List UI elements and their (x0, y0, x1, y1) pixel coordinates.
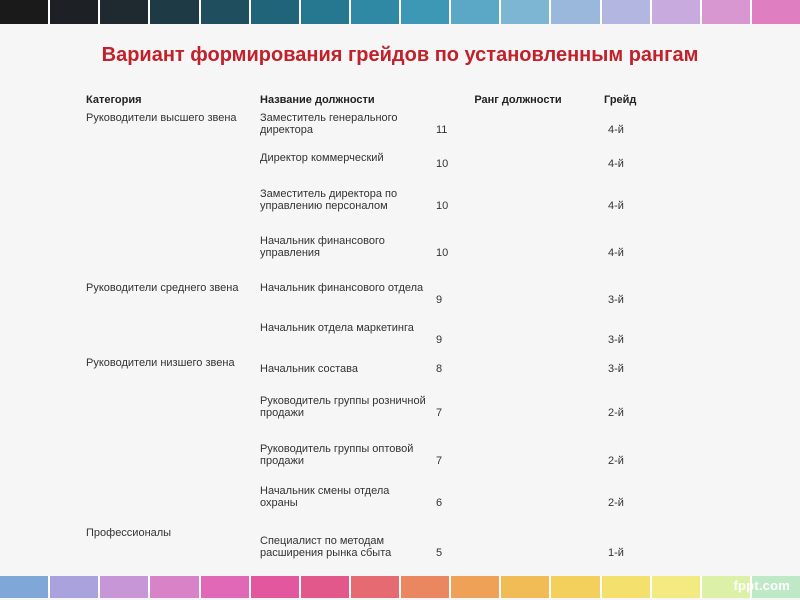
color-swatch (50, 576, 100, 598)
header-rank: Ранг должности (474, 94, 562, 106)
cell-position: Начальник отдела маркетинга (260, 322, 414, 334)
color-swatch (251, 0, 301, 24)
cell-grade: 4-й (608, 158, 624, 170)
color-swatch (100, 576, 150, 598)
color-swatch (50, 0, 100, 24)
grades-table (86, 84, 666, 571)
table-row (86, 112, 666, 152)
top-color-strip (0, 0, 800, 24)
color-swatch (301, 576, 351, 598)
cell-rank: 10 (436, 158, 449, 170)
header-category: Категория (86, 94, 142, 106)
cell-grade: 4-й (608, 200, 624, 212)
table-header-row (86, 84, 666, 112)
color-swatch (501, 0, 551, 24)
bottom-color-strip (0, 576, 800, 598)
cell-rank: 5 (436, 547, 443, 559)
table-row (86, 322, 666, 357)
cell-grade: 3-й (608, 363, 624, 375)
cell-position: Руководитель группы розничной продажи (260, 395, 426, 419)
cell-rank: 6 (436, 497, 443, 509)
cell-position: Заместитель директора по управлению персоналом (260, 188, 398, 212)
color-swatch (201, 576, 251, 598)
table-row (86, 395, 666, 443)
cell-position: Директор коммерческий (260, 152, 384, 164)
watermark-text: fppt.com (733, 578, 790, 593)
cell-rank: 9 (436, 294, 443, 306)
table-row (86, 188, 666, 235)
header-position: Название должности (260, 94, 375, 106)
color-swatch (0, 0, 50, 24)
cell-position: Заместитель генерального директора (260, 112, 398, 136)
table-row (86, 152, 666, 188)
color-swatch (100, 0, 150, 24)
cell-rank: 7 (436, 455, 443, 467)
color-swatch (602, 0, 652, 24)
color-swatch (201, 0, 251, 24)
table-row (86, 443, 666, 485)
table-row (86, 527, 666, 571)
cell-category: Профессионалы (86, 527, 172, 539)
color-swatch (150, 576, 200, 598)
color-swatch (301, 0, 351, 24)
cell-grade: 1-й (608, 547, 624, 559)
cell-rank: 11 (436, 124, 448, 136)
color-swatch (551, 576, 601, 598)
color-swatch (401, 0, 451, 24)
table-row (86, 282, 666, 322)
cell-grade: 2-й (608, 455, 624, 467)
cell-category: Руководители низшего звена (86, 357, 235, 369)
table-row (86, 357, 666, 395)
cell-category (86, 395, 260, 443)
table-row (86, 235, 666, 282)
color-swatch (351, 0, 401, 24)
color-swatch (0, 576, 50, 598)
header-grade: Грейд (604, 94, 637, 106)
cell-grade: 2-й (608, 407, 624, 419)
cell-position: Начальник финансового отдела (260, 282, 424, 294)
color-swatch (401, 576, 451, 598)
cell-category (86, 188, 260, 235)
cell-grade: 4-й (608, 247, 624, 259)
cell-grade: 2-й (608, 497, 624, 509)
cell-position: Начальник финансового управления (260, 235, 385, 259)
cell-rank: 8 (436, 363, 443, 375)
color-swatch (652, 0, 702, 24)
cell-rank: 9 (436, 334, 443, 346)
cell-rank: 10 (436, 200, 449, 212)
color-swatch (251, 576, 301, 598)
cell-rank: 7 (436, 407, 443, 419)
cell-position: Начальник смены отдела охраны (260, 485, 390, 509)
cell-position: Руководитель группы оптовой продажи (260, 443, 414, 467)
cell-position: Специалист по методам расширения рынка сбыта (260, 535, 392, 559)
slide-title: Вариант формирования грейдов по установленным рангам (101, 44, 699, 66)
color-swatch (451, 0, 501, 24)
color-swatch (652, 576, 702, 598)
color-swatch (602, 576, 652, 598)
cell-category: Руководители высшего звена (86, 112, 237, 124)
cell-category (86, 152, 260, 188)
color-swatch (551, 0, 601, 24)
cell-category: Руководители среднего звена (86, 282, 239, 294)
cell-category (86, 485, 260, 527)
color-swatch (351, 576, 401, 598)
color-swatch (451, 576, 501, 598)
cell-category (86, 235, 260, 282)
cell-grade: 4-й (608, 124, 624, 136)
color-swatch (752, 0, 800, 24)
cell-rank: 10 (436, 247, 449, 259)
cell-grade: 3-й (608, 294, 624, 306)
cell-category (86, 322, 260, 357)
cell-position: Начальник состава (260, 363, 359, 375)
color-swatch (501, 576, 551, 598)
table-row (86, 485, 666, 527)
cell-grade: 3-й (608, 334, 624, 346)
color-swatch (150, 0, 200, 24)
color-swatch (702, 0, 752, 24)
cell-category (86, 443, 260, 485)
